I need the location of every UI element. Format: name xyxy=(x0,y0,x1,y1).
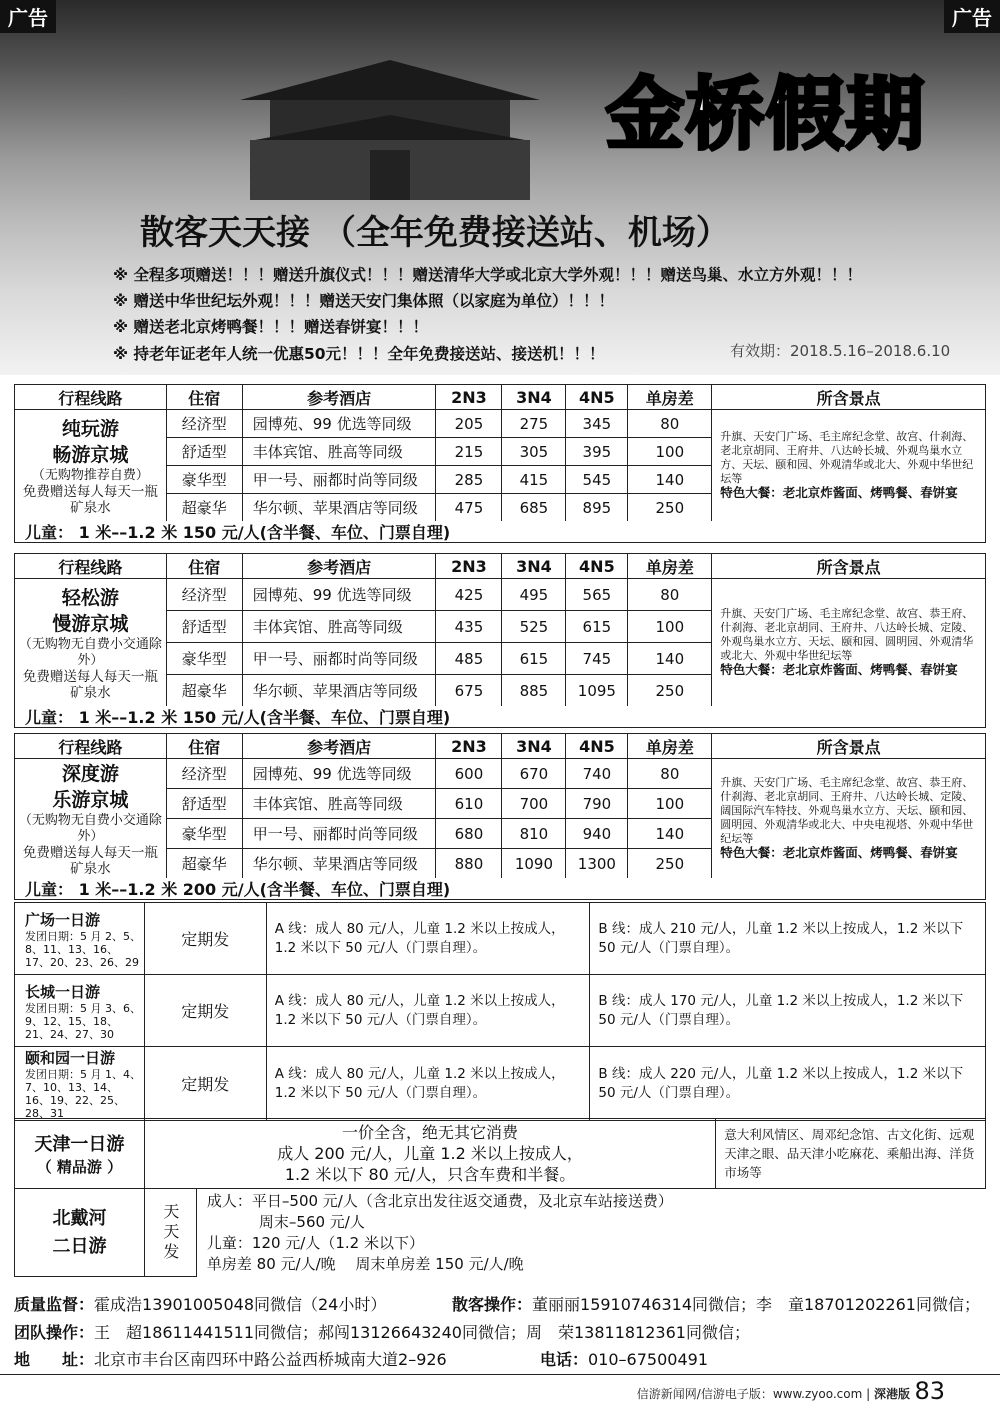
day-tour-line-a: A 线：成人 80 元/人，儿童 1.2 米以上按成人，1.2 米以下 50 元/人（门票自理）。 xyxy=(266,1047,590,1121)
cell-p2: 215 xyxy=(436,438,502,466)
cell-p4: 1300 xyxy=(566,849,628,879)
cell-hotel: 丰体宾馆、胜高等同级 xyxy=(242,789,436,819)
cell-p4: 615 xyxy=(566,611,628,643)
cell-hotel: 华尔顿、苹果酒店等同级 xyxy=(242,494,436,522)
cell-p2: 880 xyxy=(436,849,502,879)
cell-single: 100 xyxy=(628,611,712,643)
header-cell: 2N3 xyxy=(436,554,502,579)
cell-level: 经济型 xyxy=(166,759,242,789)
cell-p3: 305 xyxy=(502,438,566,466)
footer-site: 信游新闻网/信游电子版：www.zyoo.com | 深港版 xyxy=(636,1387,910,1401)
cell-p2: 680 xyxy=(436,819,502,849)
cell-p4: 790 xyxy=(566,789,628,819)
cell-hotel: 华尔顿、苹果酒店等同级 xyxy=(242,849,436,879)
header-cell: 住宿 xyxy=(166,554,242,579)
cell-single: 100 xyxy=(628,438,712,466)
header-cell: 住宿 xyxy=(166,734,242,759)
beidaihe-line4: 单房差 80 元/人/晚 周末单房差 150 元/人/晚 xyxy=(206,1254,524,1273)
cell-level: 超豪华 xyxy=(166,494,242,522)
header-cell: 所含景点 xyxy=(712,734,986,759)
tianjin-sights: 意大利风情区、周邓纪念馆、古文化街、远观天津之眼、品天津小吃麻花、乘船出海、洋货市场等 xyxy=(716,1119,986,1189)
table-row xyxy=(15,975,986,1047)
beidaihe-table xyxy=(14,1188,986,1277)
cell-p4: 565 xyxy=(566,579,628,611)
cell-single: 250 xyxy=(628,494,712,522)
cell-single: 140 xyxy=(628,466,712,494)
contact-group xyxy=(14,1320,750,1343)
header-cell: 单房差 xyxy=(628,734,712,759)
beidaihe-name-cell xyxy=(15,1189,145,1277)
header-cell: 行程线路 xyxy=(15,385,167,410)
group-value: 王 超18611441511同微信；郝闯13126643240同微信；周 荣13811812361同微信； xyxy=(94,1323,750,1342)
package-gift: 免费赠送每人每天一瓶矿泉水 xyxy=(22,668,158,701)
header-cell: 2N3 xyxy=(436,734,502,759)
cell-p2: 475 xyxy=(436,494,502,522)
page-number: 83 xyxy=(914,1377,945,1405)
tel-label: 电话： xyxy=(540,1350,589,1369)
special-meal: 特色大餐：老北京炸酱面、烤鸭餐、春饼宴 xyxy=(720,662,958,677)
special-meal: 特色大餐：老北京炸酱面、烤鸭餐、春饼宴 xyxy=(720,485,958,500)
cell-p3: 670 xyxy=(502,759,566,789)
cell-p2: 600 xyxy=(436,759,502,789)
package-name: 轻松游 xyxy=(61,586,119,609)
day-tour-name: 长城一日游 xyxy=(25,982,101,1001)
day-tour-name-cell xyxy=(15,975,145,1047)
tianjin-line3: 1.2 米以下 80 元/人，只含车费和半餐。 xyxy=(284,1165,576,1184)
tianjin-line1: 一价全含，绝无其它消费 xyxy=(342,1123,519,1142)
table-row xyxy=(15,1047,986,1121)
cell-single: 250 xyxy=(628,849,712,879)
day-tour-dates: 发团日期：5 月 1、4、7、10、13、14、16、19、22、25、28、31 xyxy=(25,1068,141,1120)
package-subname: 慢游京城 xyxy=(52,612,129,635)
package-subname: 乐游京城 xyxy=(52,788,129,811)
contact-fit xyxy=(452,1292,980,1315)
cell-hotel: 丰体宾馆、胜高等同级 xyxy=(242,438,436,466)
day-tours-table xyxy=(14,902,986,1121)
day-tour-line-b: B 线：成人 210 元/人，儿童 1.2 米以上按成人，1.2 米以下 50 元/人（门票自理）。 xyxy=(590,903,986,975)
cell-p2: 285 xyxy=(436,466,502,494)
cell-hotel: 园博苑、99 优选等同级 xyxy=(242,410,436,438)
cell-p3: 1090 xyxy=(502,849,566,879)
contact-address xyxy=(14,1347,447,1370)
day-tour-type: 定期发 xyxy=(144,975,266,1047)
quality-value: 霍成浩13901005048同微信（24小时） xyxy=(94,1295,387,1314)
slogan: 散客天天接 （全年免费接送站、机场） xyxy=(140,213,730,253)
package-note: （无购物无自费小交通除外） xyxy=(18,636,162,668)
package-name: 纯玩游 xyxy=(61,417,119,440)
package-table-2 xyxy=(14,553,986,707)
cell-hotel: 甲一号、丽都时尚等同级 xyxy=(242,643,436,675)
tianjin-line2: 成人 200 元/人，儿童 1.2 米以上按成人， xyxy=(277,1144,583,1163)
header-cell: 参考酒店 xyxy=(242,554,436,579)
ad-label-left: 广告 xyxy=(0,0,56,33)
package-note: （无购物推荐自费） xyxy=(31,467,149,483)
package-gift: 免费赠送每人每天一瓶矿泉水 xyxy=(22,844,158,877)
tel-value: 010–67500491 xyxy=(588,1350,708,1369)
cell-hotel: 园博苑、99 优选等同级 xyxy=(242,579,436,611)
bullet-3: ※ 赠送老北京烤鸭餐！！！赠送春饼宴！！！ xyxy=(113,318,428,336)
header-cell: 3N4 xyxy=(502,734,566,759)
footer-edition: 深港版 xyxy=(873,1387,910,1401)
bullet-1: ※ 全程多项赠送！！！赠送升旗仪式！！！赠送清华大学或北京大学外观！！！赠送鸟巢、水立方外观！！！ xyxy=(113,266,862,284)
quality-label: 质量监督： xyxy=(14,1295,95,1314)
package-name-cell xyxy=(15,759,167,879)
bullet-2: ※ 赠送中华世纪坛外观！！！赠送天安门集体照（以家庭为单位）！！！ xyxy=(113,292,614,310)
beidaihe-subname: 二日游 xyxy=(52,1235,107,1257)
header-cell: 3N4 xyxy=(502,554,566,579)
cell-p3: 275 xyxy=(502,410,566,438)
package-name-cell xyxy=(15,579,167,707)
package-name: 深度游 xyxy=(61,762,119,785)
cell-hotel: 甲一号、丽都时尚等同级 xyxy=(242,819,436,849)
cell-p4: 1095 xyxy=(566,675,628,707)
cell-p4: 345 xyxy=(566,410,628,438)
cell-single: 250 xyxy=(628,675,712,707)
page-footer xyxy=(0,1374,1000,1405)
table-row xyxy=(15,903,986,975)
fit-value: 董丽丽15910746314同微信；李 童18701202261同微信； xyxy=(532,1295,980,1314)
package-table-3 xyxy=(14,733,986,879)
cell-single: 80 xyxy=(628,579,712,611)
sights-cell xyxy=(712,579,986,707)
beidaihe-price-cell xyxy=(196,1189,986,1277)
cell-hotel: 园博苑、99 优选等同级 xyxy=(242,759,436,789)
cell-level: 舒适型 xyxy=(166,789,242,819)
cell-p4: 745 xyxy=(566,643,628,675)
addr-label: 地 址： xyxy=(14,1350,95,1369)
contact-tel xyxy=(540,1347,708,1370)
beidaihe-line2: 周末–560 元/人 xyxy=(258,1212,365,1231)
package-gift: 免费赠送每人每天一瓶矿泉水 xyxy=(22,483,158,516)
child-price-note: 儿童： 1 米––1.2 米 150 元/人(含半餐、车位、门票自理) xyxy=(14,706,986,728)
day-tour-name: 广场一日游 xyxy=(25,910,101,929)
day-tour-dates: 发团日期：5 月 2、5、8、11、13、16、17、20、23、26、29 xyxy=(25,929,141,969)
cell-level: 超豪华 xyxy=(166,675,242,707)
table-row xyxy=(15,410,986,438)
tianjin-subname: （ 精品游 ） xyxy=(36,1158,123,1176)
tianjin-name-cell xyxy=(15,1119,145,1189)
header-cell: 参考酒店 xyxy=(242,734,436,759)
cell-p3: 700 xyxy=(502,789,566,819)
sights-text: 升旗、天安门广场、毛主席纪念堂、故宫、什刹海、老北京胡同、王府井、八达岭长城、外观鸟巢水立方、天坛、颐和园、外观清华或北大、外观中华世纪坛等 xyxy=(720,430,974,485)
header-cell: 2N3 xyxy=(436,385,502,410)
cell-p3: 810 xyxy=(502,819,566,849)
day-tour-line-a: A 线：成人 80 元/人，儿童 1.2 米以上按成人，1.2 米以下 50 元/人（门票自理）。 xyxy=(266,975,590,1047)
package-note: （无购物无自费小交通除外） xyxy=(18,812,162,844)
beidaihe-line3: 儿童：120 元/人（1.2 米以下） xyxy=(206,1233,424,1252)
header-cell: 住宿 xyxy=(166,385,242,410)
day-tour-line-b: B 线：成人 170 元/人，儿童 1.2 米以上按成人，1.2 米以下 50 元/人（门票自理）。 xyxy=(590,975,986,1047)
cell-single: 100 xyxy=(628,789,712,819)
beidaihe-type: 天天发 xyxy=(144,1189,196,1277)
beidaihe-name: 北戴河 xyxy=(52,1207,107,1229)
cell-level: 经济型 xyxy=(166,579,242,611)
day-tour-type: 定期发 xyxy=(144,903,266,975)
day-tour-type: 定期发 xyxy=(144,1047,266,1121)
header-cell: 4N5 xyxy=(566,734,628,759)
cell-p4: 740 xyxy=(566,759,628,789)
table-row xyxy=(15,759,986,789)
day-tour-name: 颐和园一日游 xyxy=(25,1049,116,1067)
cell-p3: 495 xyxy=(502,579,566,611)
day-tour-dates: 发团日期：5 月 3、6、9、12、15、18、21、24、27、30 xyxy=(25,1001,141,1041)
cell-p2: 675 xyxy=(436,675,502,707)
header-cell: 4N5 xyxy=(566,385,628,410)
sights-text: 升旗、天安门广场、毛主席纪念堂、故宫、恭王府、什刹海、老北京胡同、王府井、八达岭长城、定陵、阔国际汽车特技、外观鸟巢水立方、天坛、颐和园、圆明园、外观清华或北大、中央电视塔、外观中华世纪坛等 xyxy=(720,776,974,845)
child-price-note: 儿童： 1 米––1.2 米 150 元/人(含半餐、车位、门票自理) xyxy=(14,521,986,543)
contact-quality xyxy=(14,1292,386,1315)
cell-level: 舒适型 xyxy=(166,611,242,643)
cell-hotel: 丰体宾馆、胜高等同级 xyxy=(242,611,436,643)
cell-hotel: 华尔顿、苹果酒店等同级 xyxy=(242,675,436,707)
sights-text: 升旗、天安门广场、毛主席纪念堂、故宫、恭王府、什刹海、老北京胡同、王府井、八达岭长城、定陵、外观鸟巢水立方、天坛、颐和园、圆明园、外观清华或北大、外观中华世纪坛等 xyxy=(720,607,974,662)
day-tour-line-b: B 线：成人 220 元/人，儿童 1.2 米以上按成人，1.2 米以下 50 元/人（门票自理）。 xyxy=(590,1047,986,1121)
header-cell: 行程线路 xyxy=(15,734,167,759)
beidaihe-line1: 成人：平日–500 元/人（含北京出发往返交通费，及北京车站接送费） xyxy=(206,1191,673,1210)
cell-p3: 615 xyxy=(502,643,566,675)
cell-p2: 485 xyxy=(436,643,502,675)
cell-single: 80 xyxy=(628,759,712,789)
cell-p4: 395 xyxy=(566,438,628,466)
bullet-4: ※ 持老年证老年人统一优惠50元！！！全年免费接送站、接送机！！！ xyxy=(113,345,605,363)
table-row xyxy=(15,579,986,611)
header-cell: 单房差 xyxy=(628,385,712,410)
header-cell: 单房差 xyxy=(628,554,712,579)
package-table-1 xyxy=(14,384,986,522)
cell-p3: 685 xyxy=(502,494,566,522)
header-cell: 参考酒店 xyxy=(242,385,436,410)
header-cell: 3N4 xyxy=(502,385,566,410)
cell-p4: 940 xyxy=(566,819,628,849)
cell-level: 豪华型 xyxy=(166,819,242,849)
hero-banner xyxy=(0,0,1000,375)
cell-level: 经济型 xyxy=(166,410,242,438)
header-cell: 行程线路 xyxy=(15,554,167,579)
package-subname: 畅游京城 xyxy=(52,443,129,466)
footer-site-text: 信游新闻网/信游电子版：www.zyoo.com xyxy=(636,1387,863,1401)
cell-single: 80 xyxy=(628,410,712,438)
tianjin-name: 天津一日游 xyxy=(34,1134,125,1155)
header-cell: 4N5 xyxy=(566,554,628,579)
cell-level: 超豪华 xyxy=(166,849,242,879)
cell-p2: 435 xyxy=(436,611,502,643)
fit-label: 散客操作： xyxy=(452,1295,533,1314)
tianjin-price-cell xyxy=(144,1119,715,1189)
cell-single: 140 xyxy=(628,819,712,849)
package-name-cell xyxy=(15,410,167,522)
group-label: 团队操作： xyxy=(14,1323,95,1342)
header-cell: 所含景点 xyxy=(712,385,986,410)
cell-p4: 545 xyxy=(566,466,628,494)
cell-single: 140 xyxy=(628,643,712,675)
cell-hotel: 甲一号、丽都时尚等同级 xyxy=(242,466,436,494)
sights-cell xyxy=(712,759,986,879)
cell-p2: 425 xyxy=(436,579,502,611)
cell-p3: 525 xyxy=(502,611,566,643)
cell-level: 豪华型 xyxy=(166,643,242,675)
header-cell: 所含景点 xyxy=(712,554,986,579)
tianjin-table xyxy=(14,1118,986,1189)
cell-p3: 885 xyxy=(502,675,566,707)
cell-level: 舒适型 xyxy=(166,438,242,466)
day-tour-name-cell xyxy=(15,903,145,975)
brand-title: 金桥假期 xyxy=(606,70,927,160)
addr-value: 北京市丰台区南四环中路公益西桥城南大道2–926 xyxy=(94,1350,447,1369)
child-price-note: 儿童： 1 米––1.2 米 200 元/人(含半餐、车位、门票自理) xyxy=(14,878,986,900)
day-tour-name-cell xyxy=(15,1047,145,1121)
validity-period: 有效期：2018.5.16–2018.6.10 xyxy=(730,342,951,360)
cell-p3: 415 xyxy=(502,466,566,494)
special-meal: 特色大餐：老北京炸酱面、烤鸭餐、春饼宴 xyxy=(720,845,958,860)
sights-cell xyxy=(712,410,986,522)
ad-label-right: 广告 xyxy=(944,0,1000,33)
day-tour-line-a: A 线：成人 80 元/人，儿童 1.2 米以上按成人，1.2 米以下 50 元/人（门票自理）。 xyxy=(266,903,590,975)
tiananmen-gate-illustration xyxy=(230,40,550,200)
cell-p2: 205 xyxy=(436,410,502,438)
cell-p2: 610 xyxy=(436,789,502,819)
cell-level: 豪华型 xyxy=(166,466,242,494)
cell-p4: 895 xyxy=(566,494,628,522)
